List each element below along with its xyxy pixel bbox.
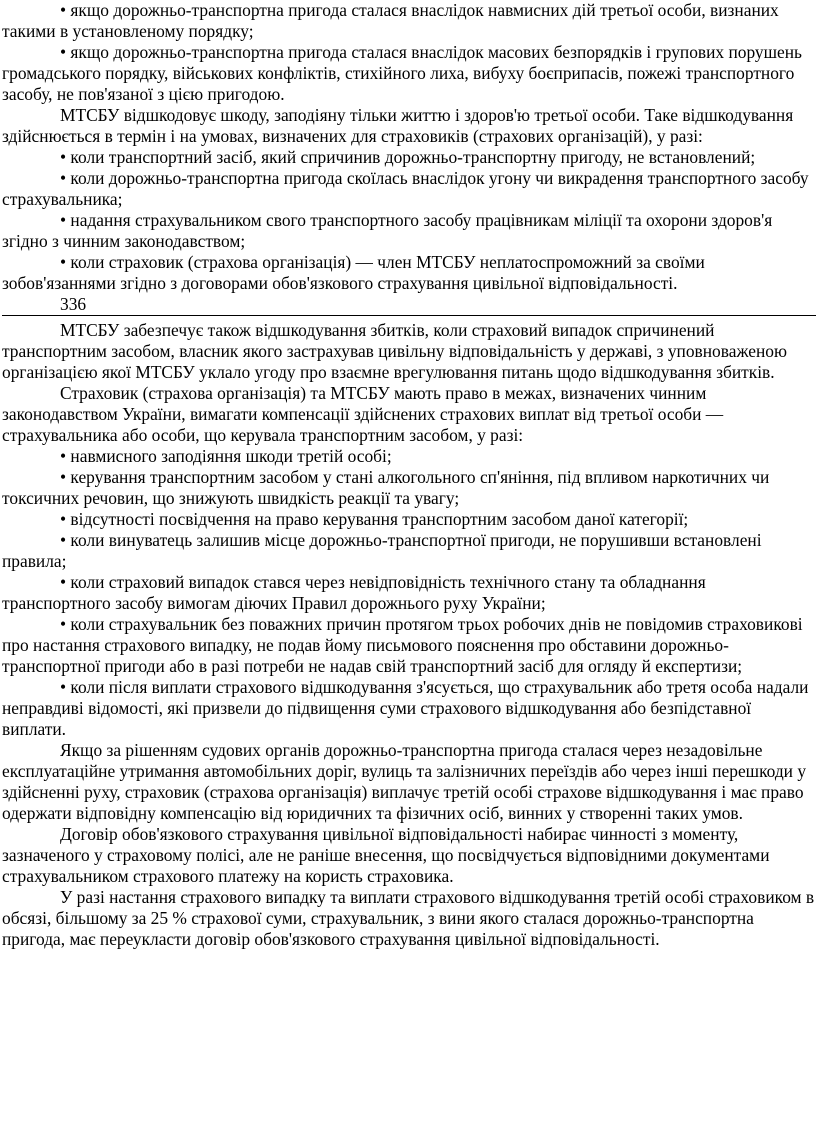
bullet-paragraph: • коли дорожньо-транспортна пригода скоїлась внаслідок угону чи викрадення транспортного засобу страхувальника;: [2, 168, 809, 209]
body-paragraph: МТСБУ забезпечує також відшкодування збитків, коли страховий випадок спричинений транспортним засобом, власник якого застрахував цивільну відповідальність у державі, з уповноваженою організацією якої МТСБУ уклало угоду про взаємне врегулювання питань щодо відшкодування збитків.: [2, 320, 787, 382]
bottom-section: [2, 320, 816, 950]
bullet-paragraph: • керування транспортним засобом у стані алкогольного сп'яніння, під впливом наркотичних чи токсичних речовин, що знижують швидкість реакції та увагу;: [2, 467, 770, 508]
page-number: 336: [60, 294, 87, 314]
bullet-paragraph: • коли винуватець залишив місце дорожньо-транспортної пригоди, не порушивши встановлені правила;: [2, 530, 762, 571]
bullet-paragraph: • коли транспортний засіб, який спричинив дорожньо-транспортну пригоду, не встановлений;: [60, 147, 756, 167]
bullet-paragraph: • коли страхувальник без поважних причин протягом трьох робочих днів не повідомив страховикові про настання страхового випадку, не подав йому письмового пояснення про обставини дорожньо-транспортної пригоди або в разі потреби не надав свій транспортний засіб для огляду й експертизи;: [2, 614, 803, 676]
bullet-paragraph: • якщо дорожньо-транспортна пригода сталася внаслідок масових безпорядків і групових порушень громадського порядку, військових конфліктів, стихійного лиха, вибуху боєприпасів, пожежі транспортного засобу, не пов'язаної з цією пригодою.: [2, 42, 802, 104]
body-paragraph: Договір обов'язкового страхування цивільної відповідальності набирає чинності з моменту, зазначеного у страховому полісі, але не раніше внесення, що посвідчується відповідними документами страхувальником страхового платежу на користь страховика.: [2, 824, 770, 886]
body-paragraph: Якщо за рішенням судових органів дорожньо-транспортна пригода сталася через незадовільне експлуатаційне утримання автомобільних доріг, вулиць та залізничних переїздів або через інші перешкоди у здійсненні руху, страховик (страхова організація) виплачує третій особі страхове відшкодування і має право одержати відповідну компенсацію від юридичних та фізичних осіб, винних у створенні таких умов.: [2, 740, 807, 823]
bullet-paragraph: • коли після виплати страхового відшкодування з'ясується, що страхувальник або третя особа надали неправдиві відомості, які призвели до підвищення суми страхового відшкодування або безпідставної виплати.: [2, 677, 809, 739]
body-paragraph: МТСБУ відшкодовує шкоду, заподіяну тільки життю і здоров'ю третьої особи. Таке відшкодування здійснюється в термін і на умовах, визначених для страховиків (страхових організацій), у разі:: [2, 105, 794, 146]
bullet-paragraph: • відсутності посвідчення на право керування транспортним засобом даної категорії;: [60, 509, 689, 529]
bullet-paragraph: • якщо дорожньо-транспортна пригода сталася внаслідок навмисних дій третьої особи, визнаних такими в установленому порядку;: [2, 0, 779, 41]
body-paragraph: Страховик (страхова організація) та МТСБУ мають право в межах, визначених чинним законодавством України, вимагати компенсації здійснених страхових виплат від третьої особи — страхувальника або особи, що керувала транспортним засобом, у разі:: [2, 383, 724, 445]
bullet-paragraph: • надання страхувальником свого транспортного засобу працівникам міліції та охорони здоров'я згідно з чинним законодавством;: [2, 210, 773, 251]
page-divider: [2, 315, 816, 316]
bullet-paragraph: • навмисного заподіяння шкоди третій особі;: [60, 446, 392, 466]
bullet-paragraph: • коли страховий випадок стався через невідповідність технічного стану та обладнання транспортного засобу вимогам діючих Правил дорожнього руху України;: [2, 572, 706, 613]
top-section: [2, 0, 816, 294]
bullet-paragraph: • коли страховик (страхова організація) — член МТСБУ неплатоспроможний за своїми зобов'язаннями згідно з договорами обов'язкового страхування цивільної відповідальності.: [2, 252, 705, 293]
body-paragraph: У разі настання страхового випадку та виплати страхового відшкодування третій особі страховиком в обсязі, більшому за 25 % страхової суми, страхувальник, з вини якого сталася дорожньо-транспортна пригода, має переукласти договір обов'язкового страхування цивільної відповідальності.: [2, 887, 815, 949]
